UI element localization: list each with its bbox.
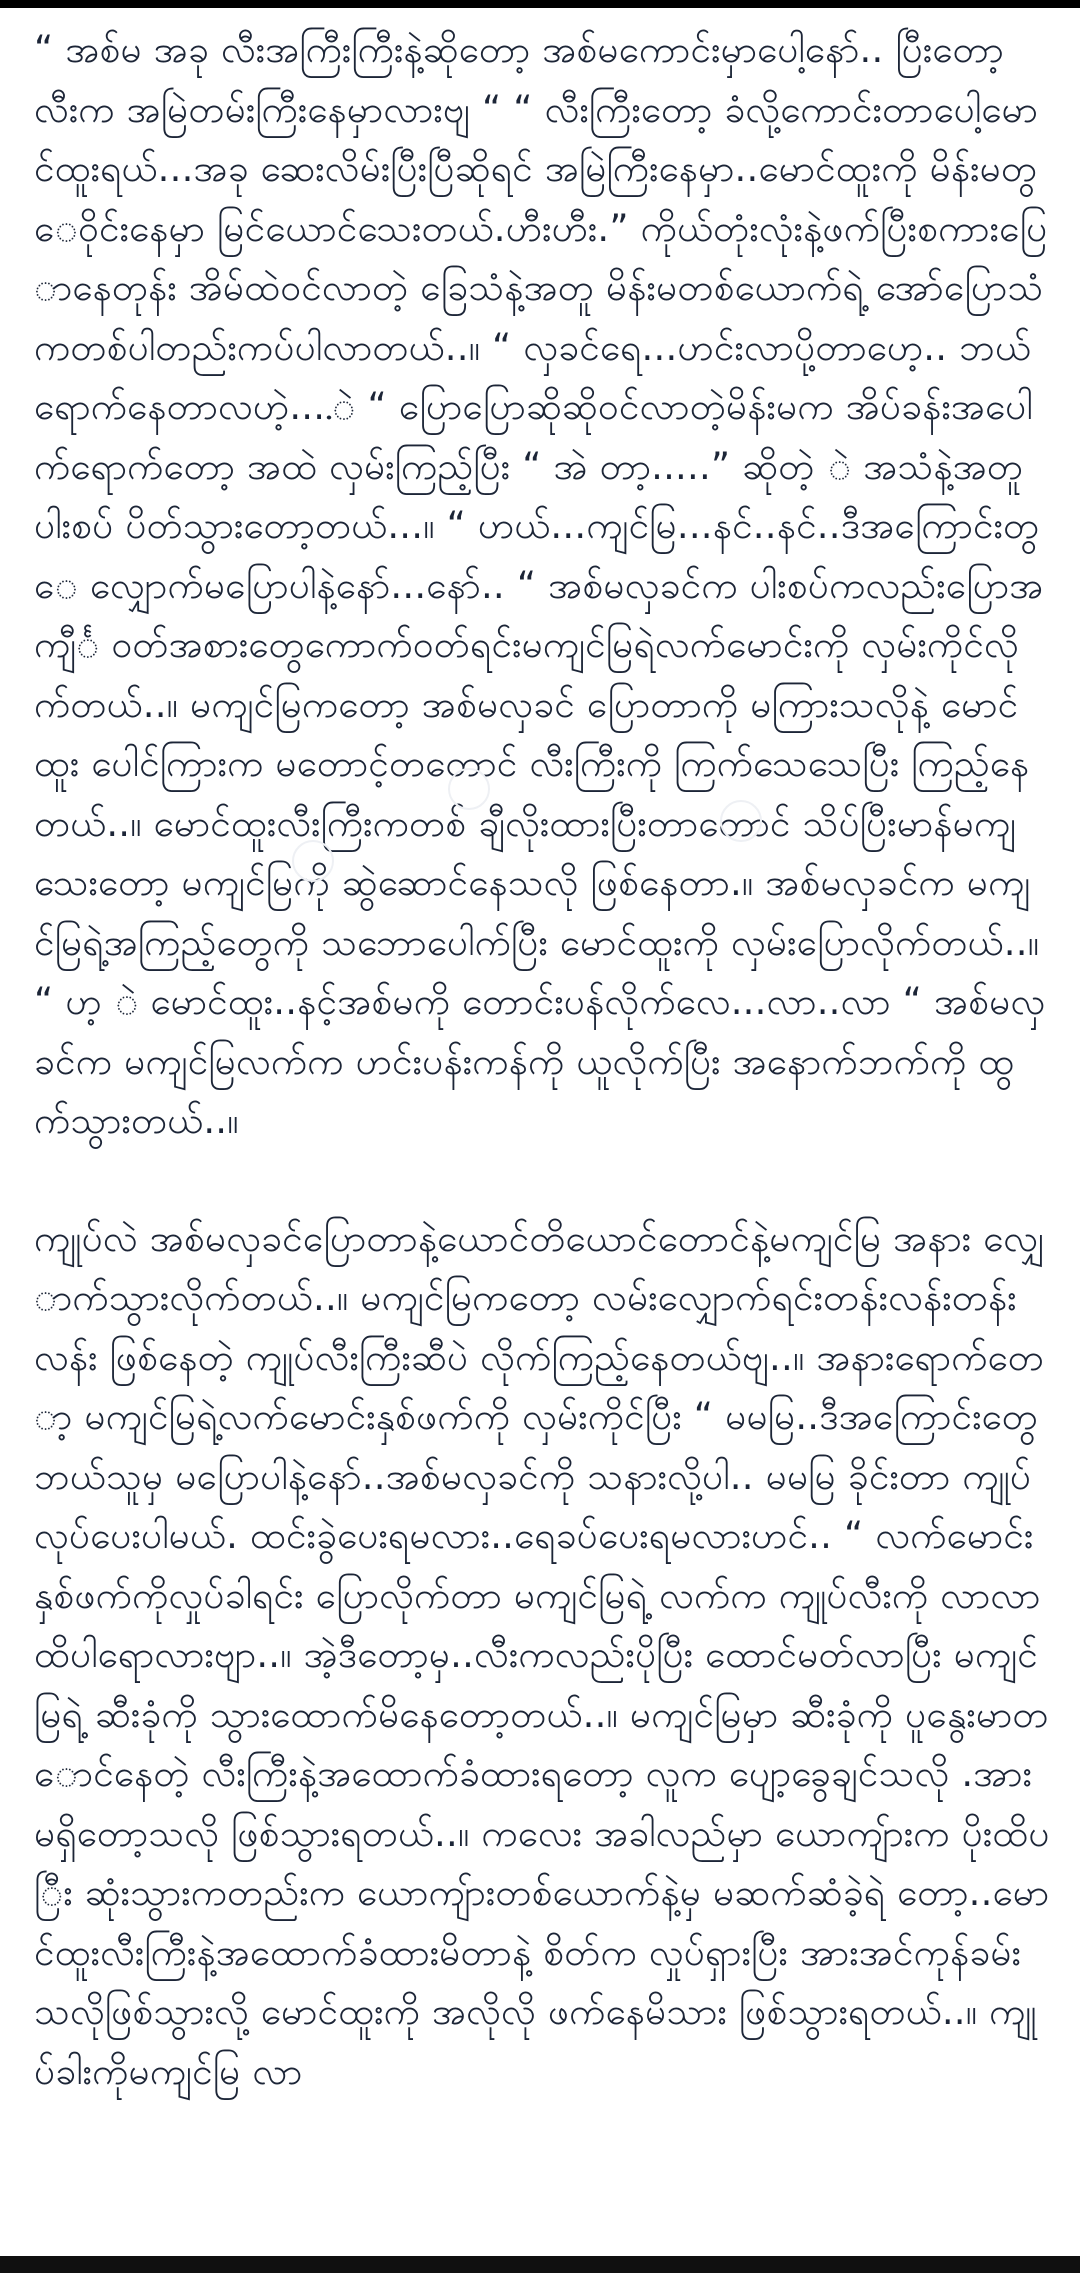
touch-ripple-icon <box>448 768 490 810</box>
story-paragraph-1: “ အစ်မ အခု လီးအကြီးကြီးနဲ့ဆိုတော့ အစ်မကောင်းမှာပေါ့နော်.. ပြီးတော့ လီးက အမြဲတမ်းကြီးနေမှာလားဗျ “ “ လီးကြီးတော့ ခံလို့ကောင်းတာပေါ့မောင်ထူးရယ်...အခု ဆေးလိမ်းပြီးပြီဆိုရင် အမြဲကြီးနေမှာ..မောင်ထူးကို မိန်းမတွေဝိုင်းနေမှာ မြင်ယောင်သေးတယ်.ဟီးဟီး.” ကိုယ်တုံးလုံးနဲ့ဖက်ပြီးစကားပြောနေတုန်း အိမ်ထဲဝင်လာတဲ့ ခြေသံနဲ့အတူ မိန်းမတစ်ယောက်ရဲ့ အော်ပြောသံကတစ်ပါတည်းကပ်ပါလာတယ်..။ “ လှခင်ရေ...ဟင်းလာပို့တာဟေ့.. ဘယ်ရောက်နေတာလဟဲ့....ဲ “ ပြောပြောဆိုဆိုဝင်လာတဲ့မိန်းမက အိပ်ခန်းအပေါက်ရောက်တော့ အထဲ လှမ်းကြည့်ပြီး “ အဲ တာ့.....” ဆိုတဲ့ ဲ အသံနဲ့အတူ ပါးစပ် ပိတ်သွားတော့တယ်...။ “ ဟယ်...ကျင်မြ...နင်..နင်..ဒီအကြောင်းတွေ လျှောက်မပြောပါနဲ့နော်...နော်.. “ အစ်မလှခင်က ပါးစပ်ကလည်းပြောအကျီင်္ ဝတ်အစားတွေကောက်ဝတ်ရင်းမကျင်မြရဲလက်မောင်းကို လှမ်းကိုင်လိုက်တယ်..။ မကျင်မြကတော့ အစ်မလှခင် ပြောတာကို မကြားသလိုနဲ့ မောင်ထူး ပေါင်ကြားက မတောင့်တတောင် လီးကြီးကို ကြက်သေသေပြီး ကြည့်နေတယ်..။ မောင်ထူးလီးကြီးကတစ် ချီလိုးထားပြီးတာတောင် သိပ်ပြီးမာန်မကျသေးတော့ မကျင်မြကို ဆွဲဆောင်နေသလို ဖြစ်နေတာ.။ အစ်မလှခင်က မကျင်မြရဲ့အကြည့်တွေကို သဘောပေါက်ပြီး မောင်ထူးကို လှမ်းပြောလိုက်တယ်..။ “ ဟ့ ဲ မောင်ထူး..နင့်အစ်မကို တောင်းပန်လိုက်လေ...လာ..လာ “ အစ်မလှခင်က မကျင်မြလက်က ဟင်းပန်းကန်ကို ယူလိုက်ပြီး အနောက်ဘက်ကို ထွက်သွားတယ်..။ <box>34 28 1048 1142</box>
navigation-bar <box>0 2256 1080 2273</box>
touch-ripple-icon <box>720 800 762 842</box>
touch-ripple-icon <box>292 840 334 882</box>
paragraph-gap <box>34 1151 1050 1209</box>
status-bar <box>0 0 1080 8</box>
story-article <box>34 20 1050 2101</box>
story-paragraph-2: ကျုပ်လဲ အစ်မလှခင်ပြောတာနဲ့ယောင်တိယောင်တောင်နဲ့မကျင်မြ အနား လျှောက်သွားလိုက်တယ်..။ မကျင်မြကတော့ လမ်းလျှောက်ရင်းတန်းလန်းတန်းလန်း ဖြစ်နေတဲ့ ကျုပ်လီးကြီးဆီပဲ လိုက်ကြည့်နေတယ်ဗျ..။ အနားရောက်တော့ မကျင်မြရဲ့လက်မောင်းနှစ်ဖက်ကို လှမ်းကိုင်ပြီး “ မမမြ..ဒီအကြောင်းတွေ ဘယ်သူမှ မပြောပါနဲ့နော်..အစ်မလှခင်ကို သနားလို့ပါ.. မမမြ ခိုင်းတာ ကျုပ်လုပ်ပေးပါမယ်. ထင်းခွဲပေးရမလား..ရေခပ်ပေးရမလားဟင်.. “ လက်မောင်းနှစ်ဖက်ကိုလှုပ်ခါရင်း ပြောလိုက်တာ မကျင်မြရဲ့ လက်က ကျုပ်လီးကို လာလာထိပါရောလားဗျာ..။ အဲ့ဒီတော့မှ..လီးကလည်းပိုပြီး ထောင်မတ်လာပြီး မကျင်မြရဲ့ ဆီးခုံကို သွားထောက်မိနေတော့တယ်..။ မကျင်မြမှာ ဆီးခုံကို ပူနွေးမာတောင်နေတဲ့ လီးကြီးနဲ့အထောက်ခံထားရတော့ လူက ပျော့ခွေချင်သလို .အားမရှိတော့သလို ဖြစ်သွားရတယ်..။ ကလေး အခါလည်မှာ ယောကျ်ားက ပိုးထိပြီး ဆုံးသွားကတည်းက ယောကျ်ားတစ်ယောက်နဲ့မှ မဆက်ဆံခဲ့ရဲ တော့..မောင်ထူးလီးကြီးနဲ့အထောက်ခံထားမိတာနဲ့ စိတ်က လှုပ်ရှားပြီး အားအင်ကုန်ခမ်းသလိုဖြစ်သွားလို့ မောင်ထူးကို အလိုလို ဖက်နေမိသား ဖြစ်သွားရတယ်..။ ကျုပ်ခါးကိုမကျင်မြ လာ <box>34 1216 1050 2093</box>
